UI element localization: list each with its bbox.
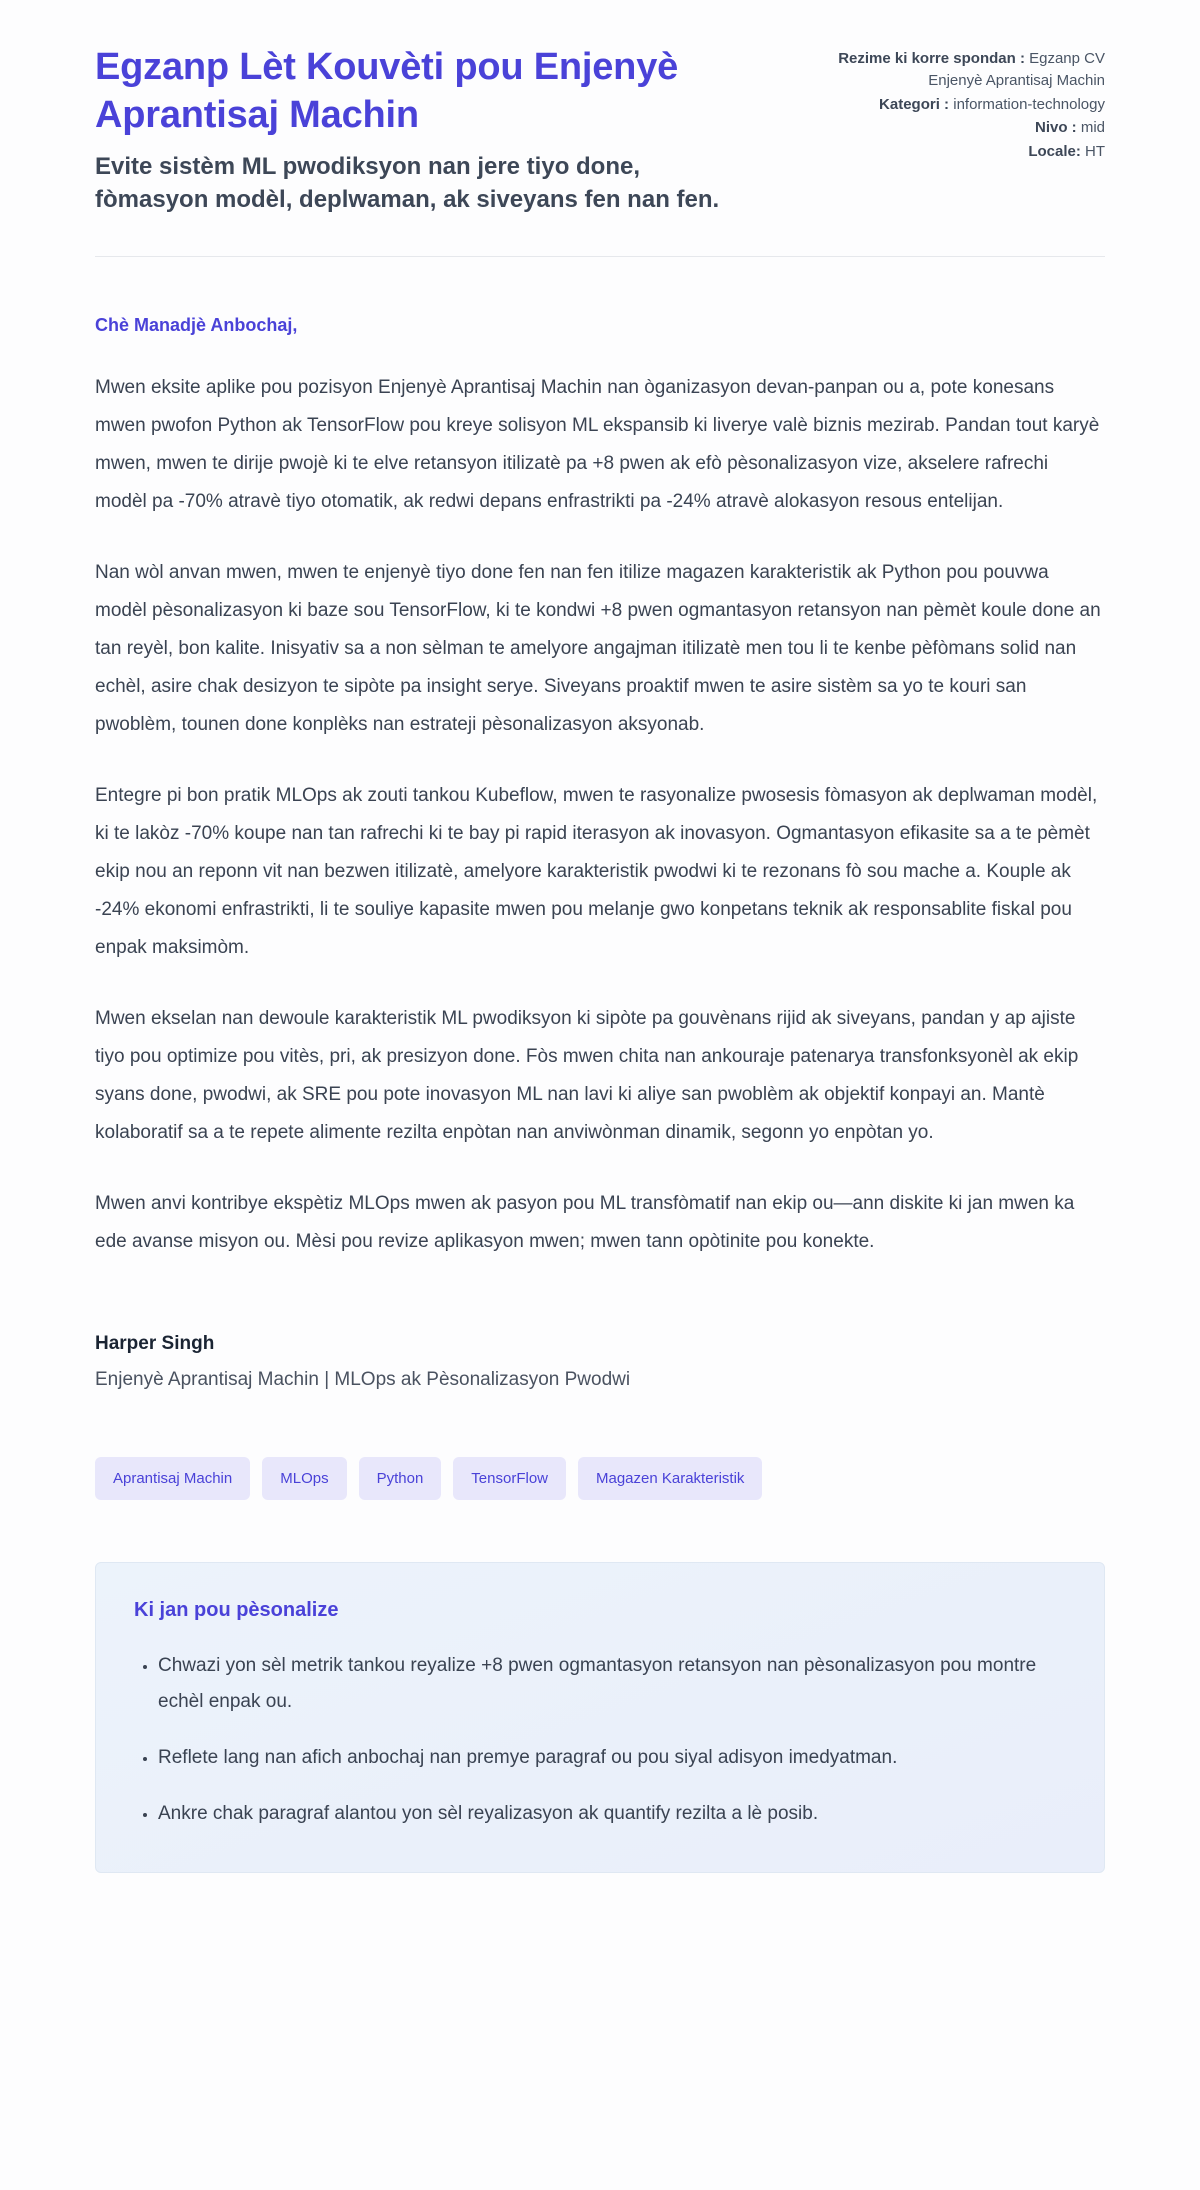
- signature-name: Harper Singh: [95, 1332, 215, 1354]
- meta-level-row: [833, 117, 1105, 139]
- meta-level-label: Nivo :: [1034, 119, 1077, 137]
- skill-tag: Python: [359, 1457, 442, 1500]
- page-header: [95, 44, 1105, 216]
- letter-paragraph: Entegre pi bon pratik MLOps ak zouti tankou Kubeflow, mwen te rasyonalize pwosesis fòmasyon ak deplwaman modèl, ki te lakòz -70% koupe nan tan rafrechi ki te bay pi rapid iterasyon ak inovasyon. Ogmantasyon efikasite sa a te pèmèt ekip nou an reponn vit nan bezwen itilizatè, amelyore karakteristik pwodwi ki te rezonans fò sou mache a. Kouple ak -24% ekonomi enfrastrikti, li te souliye kapasite mwen pou melanje gwo konpetans teknik ak responsablite fiskal pou enpak maksimòm.: [95, 784, 1098, 958]
- meta-category-value: information-technology: [953, 95, 1105, 113]
- letter-paragraph: Mwen anvi kontribye ekspètiz MLOps mwen ak pasyon pou ML transfòmatif nan ekip ou—ann diskite ki jan mwen ka ede avanse misyon ou. Mèsi pou revize aplikasyon mwen; mwen tann opòtinite pou konekte.: [95, 1192, 1075, 1252]
- meta-resume-row: [833, 48, 1105, 92]
- tips-item: • Chwazi yon sèl metrik tankou reyalize +8 pwen ogmantasyon retansyon nan pèsonalizasyon pou montre echèl enpak ou.: [158, 1648, 1066, 1720]
- signature-block: [95, 1333, 1105, 1391]
- tips-item: • Ankre chak paragraf alantou yon sèl reyalizasyon ak quantify rezilta a lè posib.: [158, 1796, 1066, 1832]
- letter-body: [95, 315, 1105, 1261]
- skill-tag: Magazen Karakteristik: [578, 1457, 762, 1500]
- skill-tag: MLOps: [262, 1457, 346, 1500]
- letter-paragraph: Mwen eksite aplike pou pozisyon Enjenyè Aprantisaj Machin nan òganizasyon devan-panpan ou a, pote konesans mwen pwofon Python ak TensorFlow pou kreye solisyon ML ekspansib ki liverye valè biznis mezirab. Pandan tout karyè mwen, mwen te dirije pwojè ki te elve retansyon itilizatè pa +8 pwen ak efò pèsonalizasyon vize, akselere rafrechi modèl pa -70% atravè tiyo otomatik, ak redwi depans enfrastrikti pa -24% atravè alokasyon resous entelijan.: [95, 376, 1100, 512]
- page-title: Egzanp Lèt Kouvèti pou Enjenyè Aprantisaj Machin: [95, 46, 679, 136]
- meta-locale-label: Locale:: [1028, 143, 1081, 160]
- letter-paragraph: Nan wòl anvan mwen, mwen te enjenyè tiyo done fen nan fen itilize magazen karakteristik ak Python pou pouvwa modèl pèsonalizasyon ki baze sou TensorFlow, ki te kondwi +8 pwen ogmantasyon retansyon nan pèmèt koule done an tan reyèl, bon kalite. Inisyativ sa a non sèlman te amelyore angajman itilizatè men tou li te kenbe pèfòmans solid nan echèl, asire chak desizyon te sipòte pa insight serye. Siveyans proaktif mwen te asire sistèm sa yo te kouri san pwoblèm, tounen done konplèks nan estrateji pèsonalizasyon aksyonab.: [95, 561, 1101, 735]
- letter-paragraph: Mwen ekselan nan dewoule karakteristik ML pwodiksyon ki sipòte pa gouvènans rijid ak siveyans, pandan y ap ajiste tiyo pou optimize pou vitès, pri, ak presizyon done. Fòs mwen chita nan ankouraje patenarya transfonksyonèl ak ekip syans done, pwodwi, ak SRE pou pote inovasyon ML nan lavi ki aliye san pwoblèm ak objektif konpayi an. Mantè kolaboratif sa a te repete alimente rezilta enpòtan nan anviwònman dinamik, segonn yo enpòtan yo.: [95, 1007, 1079, 1143]
- tips-list: [134, 1648, 1066, 1832]
- cover-letter-page: [95, 0, 1105, 1937]
- personalization-tips-box: [95, 1562, 1105, 1873]
- meta-level-value: mid: [1080, 119, 1105, 137]
- letter-greeting: Chè Manadjè Anbochaj,: [95, 314, 298, 335]
- tips-item: • Reflete lang nan afich anbochaj nan premye paragraf ou pou siyal adisyon imedyatman.: [158, 1740, 1066, 1776]
- header-title-block: [95, 44, 735, 216]
- meta-resume-value: Egzanp CV Enjenyè Aprantisaj Machin: [928, 50, 1105, 89]
- meta-category-row: [833, 94, 1105, 116]
- meta-locale-row: [833, 141, 1105, 163]
- skill-tag: TensorFlow: [453, 1457, 566, 1500]
- header-divider: [95, 256, 1105, 257]
- skill-tag: Aprantisaj Machin: [95, 1457, 250, 1500]
- tips-title: Ki jan pou pèsonalize: [134, 1598, 339, 1621]
- meta-resume-label: Rezime ki korre spondan :: [838, 50, 1025, 67]
- metadata-panel: [833, 44, 1105, 165]
- meta-category-label: Kategori :: [879, 95, 950, 113]
- page-subtitle: Evite sistèm ML pwodiksyon nan jere tiyo done, fòmasyon modèl, deplwaman, ak siveyans fen nan fen.: [95, 152, 720, 213]
- signature-role: Enjenyè Aprantisaj Machin | MLOps ak Pèsonalizasyon Pwodwi: [95, 1368, 631, 1390]
- meta-locale-value: HT: [1085, 143, 1105, 160]
- skill-tags-row: [95, 1457, 1105, 1500]
